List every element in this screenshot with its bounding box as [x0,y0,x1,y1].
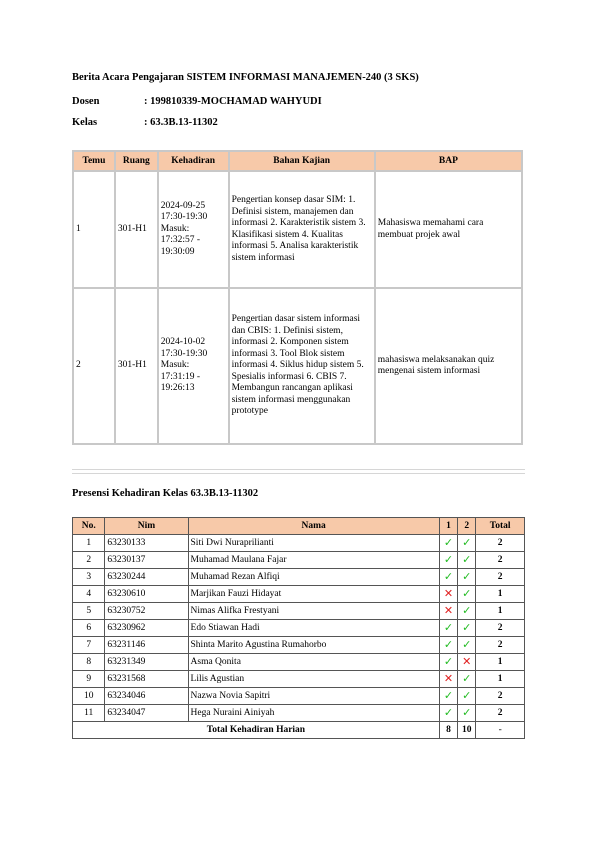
bap-ruang: 301-H1 [115,171,158,288]
presensi-header-2: 2 [458,518,476,535]
row-nim: 63231349 [105,654,188,671]
row-total: 1 [476,586,525,603]
footer-total: - [476,722,525,739]
row-meeting-2 [458,620,476,637]
check-icon: ✓ [443,654,454,668]
row-meeting-2 [458,586,476,603]
row-meeting-1 [439,620,457,637]
footer-total-1: 8 [439,722,457,739]
row-nim: 63234047 [105,705,188,722]
row-total: 2 [476,705,525,722]
section-divider [72,469,525,474]
bap-header-bap: BAP [375,151,522,171]
check-icon: ✓ [443,637,454,651]
check-icon: ✓ [462,620,472,634]
check-icon: ✓ [443,552,454,566]
dosen-value: : 199810339-MOCHAMAD WAHYUDI [144,96,322,107]
row-nama: Nazwa Novia Sapitri [188,688,439,705]
row-total: 2 [476,637,525,654]
table-row [73,654,525,671]
kehadiran-masuk-end: 19:26:13 [160,383,195,394]
table-row [73,569,525,586]
check-icon: ✓ [462,705,472,719]
row-meeting-2 [458,637,476,654]
row-no: 11 [73,705,105,722]
presensi-header-total: Total [476,518,525,535]
check-icon: ✓ [443,569,454,583]
row-meeting-2 [458,603,476,620]
cross-icon: ✕ [462,654,472,668]
kehadiran-masuk-label: Masuk: [160,223,190,234]
check-icon: ✓ [462,535,472,549]
bap-header-temu: Temu [73,151,115,171]
kehadiran-masuk-start: 17:32:57 - [160,235,201,246]
bap-table [72,150,523,445]
cross-icon: ✕ [443,671,454,685]
bap-note: mahasiswa melaksanakan quiz mengenai sistem informasi [375,288,522,444]
row-nim: 63230752 [105,603,188,620]
bap-ruang: 301-H1 [115,288,158,444]
row-no: 1 [73,535,105,552]
row-nama: Nimas Alifka Frestyani [188,603,439,620]
kehadiran-masuk-start: 17:31:19 - [160,371,201,382]
row-total: 1 [476,671,525,688]
presensi-header-nim: Nim [105,518,188,535]
row-nim: 63230133 [105,535,188,552]
check-icon: ✓ [462,586,472,600]
table-row [73,637,525,654]
bap-header-ruang: Ruang [115,151,158,171]
dosen-label: Dosen [72,96,100,107]
row-nama: Marjikan Fauzi Hidayat [188,586,439,603]
row-no: 9 [73,671,105,688]
table-row [73,688,525,705]
check-icon: ✓ [462,569,472,583]
row-nim: 63230610 [105,586,188,603]
bap-header-bahan: Bahan Kajian [229,151,375,171]
row-nim: 63231568 [105,671,188,688]
check-icon: ✓ [443,620,454,634]
row-meeting-1 [439,705,457,722]
presensi-body [73,535,525,722]
row-total: 2 [476,535,525,552]
bap-row [73,288,522,444]
table-row [73,603,525,620]
table-row [73,586,525,603]
row-meeting-1 [439,535,457,552]
bap-header-kehadiran: Kehadiran [158,151,229,171]
row-total: 2 [476,688,525,705]
row-nama: Siti Dwi Nuraprilianti [188,535,439,552]
row-meeting-1 [439,671,457,688]
bap-kehadiran [158,171,229,288]
presensi-title: Presensi Kehadiran Kelas 63.3B.13-11302 [72,488,259,499]
row-meeting-2 [458,569,476,586]
cross-icon: ✕ [443,603,454,617]
bap-bahan: Pengertian dasar sistem informasi dan CBIS: 1. Definisi sistem, informasi 2. Komponen sistem informasi 3. Tool Blok sistem informasi 4. Siklus hidup sistem 5. Spesialis informasi 6. CBIS 7. Membangun rancangan aplikasi sistem informasi menggunakan prototype [229,288,375,444]
row-total: 2 [476,620,525,637]
row-nama: Shinta Marito Agustina Rumahorbo [188,637,439,654]
dosen-row [72,96,322,107]
row-nama: Lilis Agustian [188,671,439,688]
check-icon: ✓ [462,637,472,651]
row-meeting-2 [458,535,476,552]
row-nim: 63234046 [105,688,188,705]
presensi-header-row [73,518,525,535]
row-no: 6 [73,620,105,637]
table-row [73,620,525,637]
row-meeting-1 [439,654,457,671]
row-no: 10 [73,688,105,705]
check-icon: ✓ [443,535,454,549]
row-total: 2 [476,569,525,586]
row-nama: Asma Qonita [188,654,439,671]
row-total: 1 [476,603,525,620]
cross-icon: ✕ [443,586,454,600]
kehadiran-time: 17:30-19:30 [160,212,208,223]
footer-label: Total Kehadiran Harian [73,722,440,739]
kelas-row [72,117,218,128]
row-no: 4 [73,586,105,603]
kelas-value: : 63.3B.13-11302 [144,117,218,128]
check-icon: ✓ [443,705,454,719]
row-meeting-2 [458,671,476,688]
row-nama: Edo Stiawan Hadi [188,620,439,637]
row-no: 3 [73,569,105,586]
bap-temu: 2 [73,288,115,444]
kehadiran-date: 2024-10-02 [160,337,206,348]
bap-note: Mahasiswa memahami cara membuat projek awal [375,171,522,288]
row-no: 5 [73,603,105,620]
bap-bahan: Pengertian konsep dasar SIM: 1. Definisi sistem, manajemen dan informasi 2. Karakteristik sistem 3. Klasifikasi sistem 4. Kualitas informasi 5. Analisa karakteristik sistem informasi [229,171,375,288]
presensi-header-1: 1 [439,518,457,535]
row-nim: 63230137 [105,552,188,569]
table-row [73,705,525,722]
kehadiran-time: 17:30-19:30 [160,348,208,359]
row-meeting-1 [439,552,457,569]
row-total: 1 [476,654,525,671]
kelas-label: Kelas [72,117,98,128]
row-total: 2 [476,552,525,569]
check-icon: ✓ [443,688,454,702]
check-icon: ✓ [462,552,472,566]
row-meeting-1 [439,637,457,654]
row-meeting-2 [458,654,476,671]
row-meeting-2 [458,552,476,569]
row-nama: Hega Nuraini Ainiyah [188,705,439,722]
check-icon: ✓ [462,671,472,685]
kehadiran-masuk-end: 19:30:09 [160,246,195,257]
bap-header-row [73,151,522,171]
row-meeting-1 [439,603,457,620]
bap-temu: 1 [73,171,115,288]
document-title: Berita Acara Pengajaran SISTEM INFORMASI MANAJEMEN-240 (3 SKS) [72,72,419,83]
presensi-footer-row [73,722,525,739]
row-nim: 63231146 [105,637,188,654]
table-row [73,552,525,569]
row-nama: Muhamad Maulana Fajar [188,552,439,569]
bap-row [73,171,522,288]
presensi-table [72,517,525,739]
row-nim: 63230962 [105,620,188,637]
check-icon: ✓ [462,688,472,702]
row-meeting-2 [458,688,476,705]
table-row [73,671,525,688]
kehadiran-masuk-label: Masuk: [160,360,190,371]
row-meeting-1 [439,569,457,586]
row-meeting-1 [439,688,457,705]
presensi-header-nama: Nama [188,518,439,535]
footer-total-2: 10 [458,722,476,739]
check-icon: ✓ [462,603,472,617]
row-no: 7 [73,637,105,654]
row-nim: 63230244 [105,569,188,586]
table-row [73,535,525,552]
row-nama: Muhamad Rezan Alfiqi [188,569,439,586]
row-meeting-2 [458,705,476,722]
row-no: 2 [73,552,105,569]
presensi-header-no: No. [73,518,105,535]
kehadiran-date: 2024-09-25 [160,200,206,211]
row-no: 8 [73,654,105,671]
row-meeting-1 [439,586,457,603]
bap-kehadiran [158,288,229,444]
